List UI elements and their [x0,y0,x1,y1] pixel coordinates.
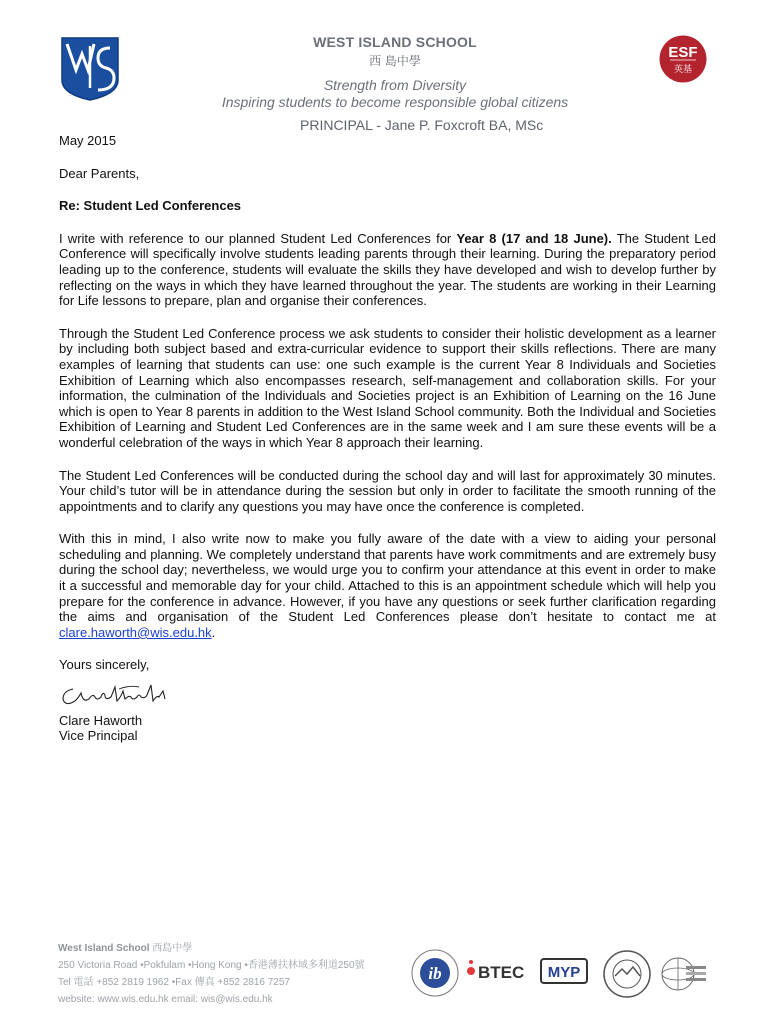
association-seal-icon [602,949,652,999]
btec-logo-icon [466,958,532,984]
school-name: WEST ISLAND SCHOOL [313,34,477,50]
paragraph-4-text: With this in mind, I also write now to make you fully aware of the date with a view to aiding your personal scheduling and planning. We completely understand that parents have work commitments and are extremely busy during the school day; nevertheless, we would urge you to confirm your attendance at this event in order to make it a successful and memorable day for your child. Attached to this is an appointment schedule which will help you prepare for the conference in advance. However, if you have any questions or seek further clarification regarding the aims and organisation of the Student Led Conferences please don’t hesitate to contact me at [59,531,716,625]
signer-name: Clare Haworth [59,712,143,728]
svg-text:英基: 英基 [673,65,693,75]
myp-logo-icon [540,958,588,984]
salutation: Dear Parents, [59,165,140,181]
signature-icon [59,675,179,709]
email-link[interactable]: clare.haworth@wis.edu.hk [59,624,212,640]
svg-text:ib: ib [428,964,442,983]
footer-web: website: www.wis.edu.hk email: wis@wis.edu.hk [58,994,273,1005]
principal-line: PRINCIPAL - Jane P. Foxcroft BA, MSc [300,117,544,133]
closing: Yours sincerely, [59,657,150,673]
ib-logo-icon [410,948,460,998]
paragraph-1-text-a: I write with reference to our planned Student Led Conferences for [59,230,457,246]
wis-logo-icon [60,36,120,102]
esf-logo-icon [659,35,707,83]
accreditation-logos [410,946,710,1000]
footer-contact [58,940,365,1008]
svg-text:MYP: MYP [547,964,581,981]
school-heading [160,34,630,111]
paragraph-1 [59,231,716,309]
council-international-schools-logo-icon [660,952,708,996]
paragraph-1-bold: Year 8 (17 and 18 June). [456,230,612,246]
letterhead [0,0,770,140]
letter-date: May 2015 [59,133,117,148]
letter-body [59,133,716,744]
motto-line-2: Inspiring students to become responsible global citizens [221,94,569,110]
footer-school [58,940,365,957]
letter-subject: Re: Student Led Conferences [59,198,242,214]
school-name-chinese: 西 島中學 [369,54,421,68]
paragraph-3: The Student Led Conferences will be conducted during the school day and will last for approximately 30 minutes. Your child’s tutor will be in attendance during the session but only in order to facilitate the smooth running of the appointments and to clarify any questions you may have once the conference is completed. [59,467,716,514]
footer-address: 250 Victoria Road •Pokfulam •Hong Kong •香港薄扶林域多利道250號 [58,960,365,971]
svg-text:ESF: ESF [668,44,698,61]
paragraph-1-text-b: The Student Led Conference will specifically involve students leading parents through their learning. During the preparatory period leading up to the conference, students will evaluate the skills they have developed and wish to develop further by reflecting on the ways in which they have learned throughout the year. The students are working in their Learning for Life lessons to prepare, plan and organise their conferences. [59,230,716,309]
footer-school-name: West Island School [58,943,150,954]
paragraph-4 [59,531,716,640]
signer-title: Vice Principal [59,728,138,744]
footer-phone: Tel 電話 +852 2819 1962 •Fax 傳真 +852 2816 7257 [58,977,290,988]
paragraph-2: Through the Student Led Conference process we ask students to consider their holistic development as a learner by including both subject based and extra-curricular evidence to support their skills reflections. There are many examples of learning that students can use: one such example is the current Year 8 Individuals and Societies Exhibition of Learning which also encompasses research, self-management and collaboration skills. For your information, the culmination of the Individuals and Societies project is an Exhibition of Learning on the 16 June which is open to Year 8 parents in addition to the West Island School community. Both the Individual and Societies Exhibition of Learning and Student Led Conferences are in the same week and I am sure these events will be a wonderful celebration of the ways in which Year 8 approach their learning. [59,325,716,450]
footer-school-chinese: 西島中學 [152,943,193,954]
motto-line-1: Strength from Diversity [323,77,467,93]
paragraph-4-end: . [211,624,216,640]
svg-text:WIS: WIS [69,96,71,97]
svg-text:BTEC: BTEC [478,963,525,982]
